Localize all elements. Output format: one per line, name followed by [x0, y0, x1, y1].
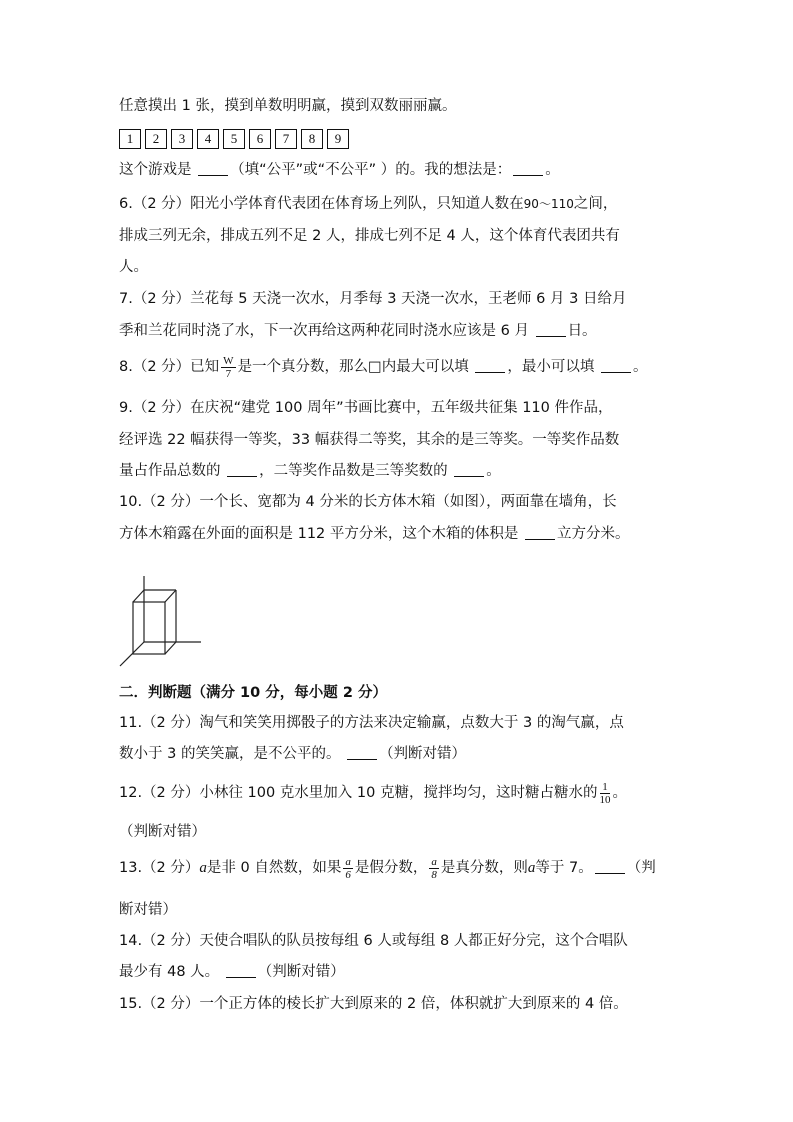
q11-line1: 11.（2 分）淘气和笑笑用掷骰子的方法来决定输赢，点数大于 3 的淘气赢，点 — [119, 715, 624, 731]
fraction-denominator: 8 — [431, 868, 437, 881]
q6-range: 90～110 — [523, 197, 574, 211]
answer-blank[interactable] — [595, 859, 625, 874]
answer-blank[interactable] — [454, 462, 484, 477]
q6-line2: 排成三列无余，排成五列不足 2 人，排成七列不足 4 人，这个体育代表团共有 — [119, 228, 620, 244]
answer-blank[interactable] — [227, 462, 257, 477]
box-bottom-edge — [165, 642, 176, 654]
answer-blank[interactable] — [475, 358, 505, 373]
q7-text-b: 日。 — [567, 323, 597, 339]
q6-text-b: 之间， — [573, 196, 618, 212]
q13-text-c: 是假分数， — [354, 860, 428, 876]
fraction-numerator: 1 — [602, 780, 608, 793]
q14-line1: 14.（2 分）天使合唱队的队员按每组 6 人或每组 8 人都正好分完，这个合唱队 — [119, 933, 628, 949]
q13-line1 — [119, 855, 656, 881]
number-card: 8 — [301, 129, 323, 149]
fraction-denominator: 10 — [599, 793, 611, 806]
q9-line1: 9.（2 分）在庆祝“建党 100 周年”书画比赛中，五年级共征集 110 件作品， — [119, 400, 613, 416]
q7-text-a: 季和兰花同时浇了水，下一次再给这两种花同时浇水应该是 6 月 — [119, 323, 534, 339]
q9-text-b: ，二等奖作品数是三等奖数的 — [259, 463, 453, 479]
q12-line2: （判断对错） — [119, 824, 206, 840]
q12-text-a: 12.（2 分）小林往 100 克水里加入 10 克糖，搅拌均匀，这时糖占糖水的 — [119, 785, 598, 801]
answer-blank[interactable] — [536, 322, 566, 337]
number-card: 5 — [223, 129, 245, 149]
number-card: 2 — [145, 129, 167, 149]
q13-text-a: 13.（2 分） — [119, 860, 200, 876]
q15-line1: 15.（2 分）一个正方体的棱长扩大到原来的 2 倍，体积就扩大到原来的 4 倍。 — [119, 996, 628, 1012]
answer-blank[interactable] — [198, 161, 228, 176]
fraction-numerator: a — [431, 855, 437, 868]
fraction-denominator: 6 — [345, 868, 351, 881]
number-card: 3 — [171, 129, 193, 149]
variable: a — [199, 860, 207, 876]
answer-blank[interactable] — [226, 963, 256, 978]
fraction — [221, 355, 235, 380]
q10-line1: 10.（2 分）一个长、宽都为 4 分米的长方体木箱（如图），两面靠在墙角，长 — [119, 494, 617, 510]
number-card: 9 — [327, 129, 349, 149]
box-top-edge — [133, 590, 144, 602]
q11-text-a: 数小于 3 的笑笑赢，是不公平的。 — [119, 746, 346, 762]
q10-text-b: 立方分米。 — [557, 526, 630, 542]
answer-blank[interactable] — [525, 525, 555, 540]
q11-text-b: （判断对错） — [379, 746, 467, 762]
fraction — [599, 781, 610, 806]
q9-line3 — [119, 461, 501, 481]
q9-text-c: 。 — [486, 463, 501, 479]
q8-text-a: 8.（2 分）已知 — [119, 359, 220, 375]
number-cards — [119, 129, 349, 149]
q13-text-e: 等于 7。 — [535, 860, 593, 876]
number-card: 1 — [119, 129, 141, 149]
q14-line2 — [119, 962, 345, 982]
fraction-numerator: a — [345, 855, 351, 868]
q5-text-a: 这个游戏是 — [119, 162, 197, 178]
q8-line — [119, 354, 647, 380]
q10-text-a: 方体木箱露在外面的面积是 112 平方分米，这个木箱的体积是 — [119, 526, 524, 542]
fraction — [429, 856, 439, 881]
number-card: 7 — [275, 129, 297, 149]
q6-line3: 人。 — [119, 259, 148, 275]
q12-text-b: 。 — [612, 785, 627, 801]
q6-text-a: 6.（2 分）阳光小学体育代表团在体育场上列队，只知道人数在 — [119, 196, 524, 212]
q14-text-b: （判断对错） — [257, 964, 345, 980]
q14-text-a: 最少有 48 人。 — [119, 964, 224, 980]
q13-line2: 断对错） — [119, 902, 177, 918]
q8-text-c: ，最小可以填 — [507, 359, 599, 375]
box-in-corner-diagram — [117, 576, 207, 668]
section-title: 二．判断题（满分 10 分，每小题 2 分） — [119, 685, 387, 701]
q8-text-b: 是一个真分数，那么□内最大可以填 — [237, 359, 474, 375]
q7-line1: 7.（2 分）兰花每 5 天浇一次水，月季每 3 天浇一次水，王老师 6 月 3 日给月 — [119, 291, 627, 307]
q13-text-f: （判 — [626, 860, 656, 876]
q8-text-d: 。 — [632, 359, 648, 375]
answer-blank[interactable] — [347, 745, 377, 760]
answer-blank[interactable] — [601, 358, 631, 373]
q9-text-a: 量占作品总数的 — [119, 463, 226, 479]
q7-line2 — [119, 321, 597, 341]
q5-line3 — [119, 160, 560, 180]
variable: a — [527, 860, 536, 876]
q11-line2 — [119, 744, 466, 764]
number-card: 4 — [197, 129, 219, 149]
answer-blank[interactable] — [513, 161, 543, 176]
q10-line2 — [119, 524, 630, 544]
fraction-denominator: 7 — [225, 367, 232, 380]
q13-text-b: 是非 0 自然数，如果 — [206, 860, 342, 876]
q5-text-c: 。 — [545, 162, 560, 178]
fraction-numerator: W — [223, 354, 234, 367]
fraction — [343, 856, 353, 881]
box-front-face — [133, 602, 165, 654]
box-top-edge — [165, 590, 176, 602]
q5-line1: 任意摸出 1 张，摸到单数明明赢，摸到双数丽丽赢。 — [119, 98, 457, 114]
q13-text-d: 是真分数，则 — [440, 860, 528, 876]
q12-line1 — [119, 780, 627, 806]
q6-line1 — [119, 194, 617, 214]
q5-text-b: （填“公平”或“不公平” ）的。我的想法是： — [230, 162, 512, 178]
q9-line2: 经评选 22 幅获得一等奖，33 幅获得二等奖，其余的是三等奖。一等奖作品数 — [119, 432, 620, 448]
number-card: 6 — [249, 129, 271, 149]
